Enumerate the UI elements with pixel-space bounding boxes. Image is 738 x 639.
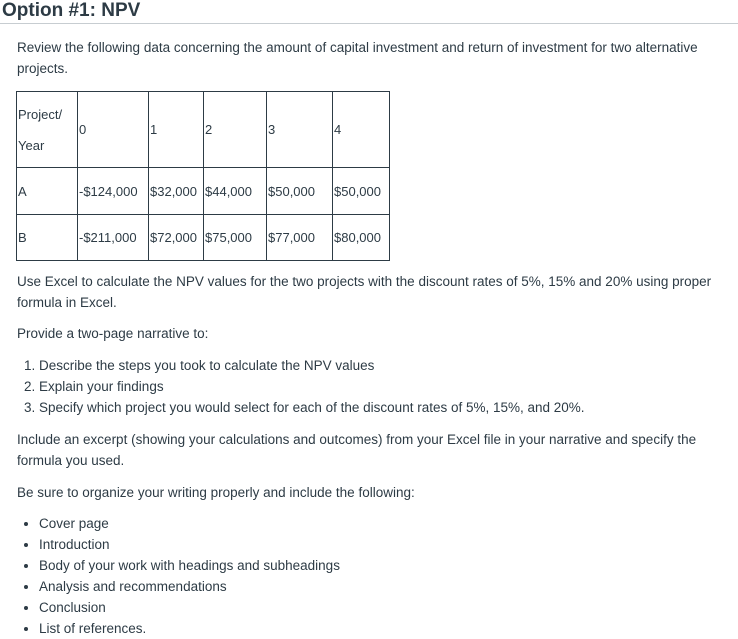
- list-item: • Analysis and recommendations: [39, 576, 340, 597]
- cash-flow-cell: $80,000: [333, 215, 390, 261]
- cash-flow-cell: -$124,000: [78, 168, 149, 215]
- list-item: 1. Describe the steps you took to calculate the NPV values: [39, 355, 585, 376]
- narrative-paragraph: Provide a two-page narrative to:: [17, 326, 209, 341]
- cash-flow-cell: $72,000: [149, 215, 204, 261]
- project-name-cell: A: [17, 168, 78, 215]
- header-label-project: Project/: [18, 106, 63, 122]
- list-item: • Cover page: [39, 513, 340, 534]
- narrative-steps-list: [17, 355, 585, 418]
- list-item: • Introduction: [39, 534, 340, 555]
- excel-instructions-paragraph: Use Excel to calculate the NPV values for the two projects with the discount rates of 5%, 15% and 20% using proper formula in Excel.: [17, 274, 712, 310]
- page-title: Option #1: NPV: [0, 0, 738, 24]
- cash-flow-cell: $32,000: [149, 168, 204, 215]
- organize-paragraph: Be sure to organize your writing properly and include the following:: [17, 485, 415, 500]
- cash-flow-cell: -$211,000: [78, 215, 149, 261]
- year-header-cell: 3: [267, 92, 333, 168]
- table-row: [17, 215, 390, 261]
- list-item: • Conclusion: [39, 597, 340, 618]
- header-label-cell: [17, 92, 78, 168]
- intro-paragraph: Review the following data concerning the amount of capital investment and return of investment for two alternative projects.: [17, 40, 698, 76]
- cash-flow-cell: $50,000: [267, 168, 333, 215]
- project-name-cell: B: [17, 215, 78, 261]
- cash-flow-cell: $77,000: [267, 215, 333, 261]
- header-label-year: Year: [18, 137, 45, 153]
- year-header-cell: 0: [78, 92, 149, 168]
- year-header-cell: 2: [204, 92, 267, 168]
- year-header-cell: 1: [149, 92, 204, 168]
- table-row: [17, 168, 390, 215]
- list-item: 2. Explain your findings: [39, 376, 585, 397]
- list-item: 3. Specify which project you would select for each of the discount rates of 5%, 15%, and 20%.: [39, 397, 585, 418]
- cash-flow-cell: $44,000: [204, 168, 267, 215]
- list-item: • List of references.: [39, 618, 340, 639]
- cash-flow-cell: $50,000: [333, 168, 390, 215]
- cash-flow-cell: $75,000: [204, 215, 267, 261]
- year-header-cell: 4: [333, 92, 390, 168]
- investment-table: [16, 91, 390, 261]
- excerpt-paragraph: Include an excerpt (showing your calculations and outcomes) from your Excel file in your narrative and specify the formula you used.: [17, 432, 697, 468]
- requirements-list: [17, 513, 340, 639]
- table-header-row: [17, 92, 390, 168]
- list-item: • Body of your work with headings and subheadings: [39, 555, 340, 576]
